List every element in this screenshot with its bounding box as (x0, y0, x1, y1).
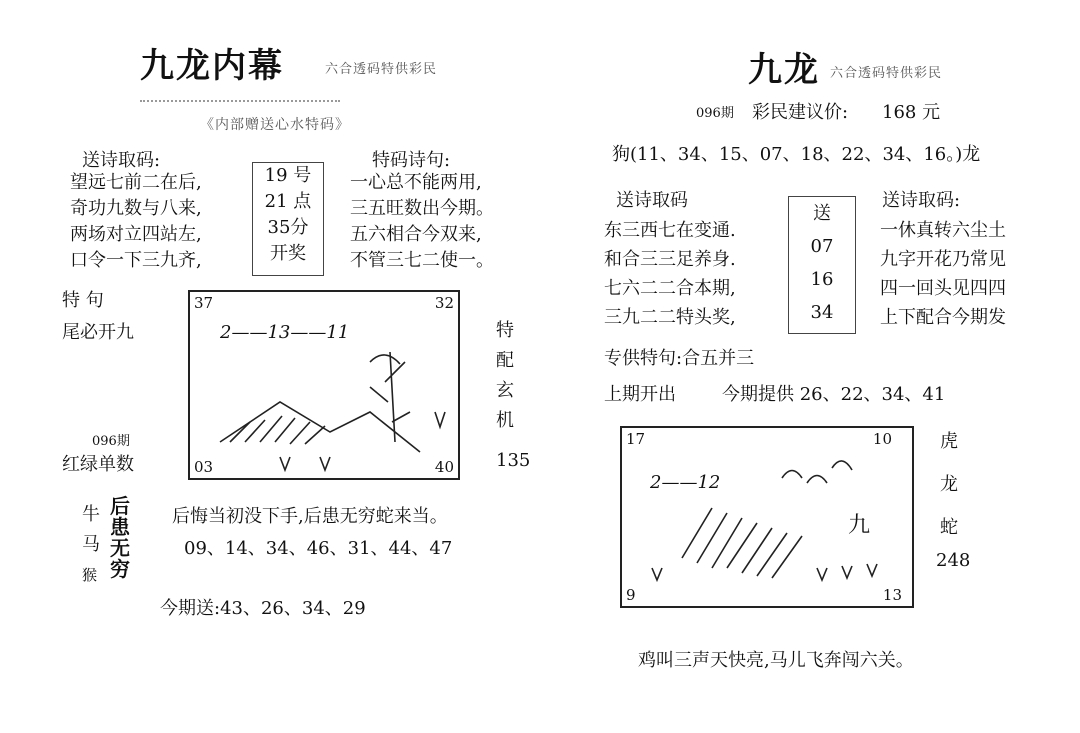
left-poem-line: 奇功九数与八来, (70, 198, 202, 219)
right-corner-tl: 17 (626, 430, 646, 448)
left-corner-br: 40 (434, 458, 454, 476)
right-hint-picture (620, 426, 914, 608)
right-side-number: 248 (936, 550, 971, 571)
left-tema-line: 不管三七二使一。 (350, 250, 494, 271)
left-tema-line: 五六相合今双来, (350, 224, 482, 245)
right-right-lines (880, 216, 1006, 332)
left-tema-line: 三五旺数出今期。 (350, 198, 494, 219)
left-teju-text: 尾必开九 (62, 322, 134, 343)
right-price: 168 元 (882, 102, 941, 123)
left-box-line: 19 号 (264, 165, 312, 186)
right-picture-char: 九 (848, 513, 871, 538)
right-corner-bl: 9 (626, 586, 636, 604)
right-bottom-saying: 鸡叫三声天快亮,马儿飞奔闯六关。 (638, 650, 914, 671)
right-picture-writing: 2——12 (650, 472, 721, 493)
right-left-line: 东三西七在变通. (604, 220, 736, 241)
left-corner-tl: 37 (194, 294, 214, 312)
left-red-green: 红绿单数 (62, 454, 134, 475)
left-banner: 《内部赠送心水特码》 (200, 117, 350, 133)
right-box-line: 16 (810, 269, 834, 290)
right-left-line: 三九二二特头奖, (604, 307, 736, 328)
right-right-line: 九字开花乃常见 (880, 249, 1006, 270)
grass-strokes (280, 412, 445, 470)
left-teju-label: 特 句 (62, 290, 104, 311)
big-char: 穷 (110, 557, 130, 581)
left-issue: 096期 (92, 434, 130, 449)
right-provide: 今期提供 26、22、34、41 (722, 384, 946, 405)
right-right-line: 上下配合今期发 (880, 307, 1006, 328)
left-poem-lines (70, 170, 202, 274)
left-dotted-rule (140, 100, 340, 102)
big-char: 无 (110, 536, 130, 560)
vert-char: 特 (496, 320, 514, 341)
left-box-line: 开奖 (270, 243, 306, 264)
left-tema-lines (350, 170, 494, 274)
left-box-line: 35分 (267, 217, 309, 238)
right-left-lines (604, 216, 736, 332)
right-box-line: 送 (813, 203, 831, 224)
right-left-line: 七六二二合本期, (604, 278, 736, 299)
right-left-line: 和合三三足养身. (604, 249, 736, 270)
left-picture-drawing (190, 292, 458, 478)
left-corner-tr: 32 (434, 294, 454, 312)
right-poem-header-left: 送诗取码 (616, 190, 688, 211)
left-poem-line: 望远七前二在后, (70, 172, 202, 193)
right-subtitle: 六合透码特供彩民 (830, 66, 943, 81)
left-today: 今期送:43、26、34、29 (160, 598, 366, 619)
left-corner-bl: 03 (194, 458, 214, 476)
left-saying: 后悔当初没下手,后患无穷蛇来当。 (172, 506, 448, 527)
vert-char: 机 (496, 410, 514, 431)
side-char: 蛇 (940, 517, 958, 538)
right-corner-br: 13 (882, 586, 902, 604)
left-big-vert (110, 496, 130, 580)
right-side-vert (940, 420, 958, 549)
left-tema-line: 一心总不能两用, (350, 172, 482, 193)
right-poem-header-right: 送诗取码: (882, 190, 961, 211)
mountain-stroke (220, 402, 420, 452)
vert-char: 配 (496, 350, 514, 371)
left-poem-header: 送诗取码: (82, 150, 161, 171)
left-special-vert (496, 316, 514, 436)
left-hint-picture (188, 290, 460, 480)
tree-top (370, 355, 400, 364)
left-animals (82, 500, 100, 590)
right-title: 九龙 (748, 50, 820, 90)
right-last-label: 上期开出 (604, 384, 676, 405)
right-dog-line: 狗(11、34、15、07、18、22、34、16。)龙 (612, 144, 981, 165)
side-char: 龙 (940, 474, 958, 495)
rain-strokes (682, 508, 802, 578)
right-send-box (788, 196, 856, 334)
right-box-line: 07 (810, 236, 834, 257)
left-title: 九龙内幕 (140, 46, 284, 86)
left-subtitle: 六合透码特供彩民 (325, 62, 438, 77)
big-char: 后 (110, 494, 130, 518)
right-issue: 096期 (696, 106, 734, 121)
right-right-line: 四一回头见四四 (880, 278, 1006, 299)
big-char: 患 (110, 515, 130, 539)
left-time-box (252, 162, 324, 276)
left-box-line: 21 点 (264, 191, 312, 212)
animal: 马 (82, 534, 100, 555)
left-tema-header: 特码诗句: (372, 150, 451, 171)
right-right-line: 一休真转六尘土 (880, 220, 1006, 241)
animal: 猴 (82, 566, 98, 584)
left-picture-writing: 2——13——11 (220, 322, 350, 343)
right-box-line: 34 (810, 302, 834, 323)
right-special: 专供特句:合五并三 (604, 348, 755, 369)
right-price-label: 彩民建议价: (752, 102, 849, 123)
left-numbers: 09、14、34、46、31、44、47 (184, 538, 453, 559)
left-poem-line: 两场对立四站左, (70, 224, 202, 245)
wave-strokes (782, 461, 852, 483)
side-char: 虎 (940, 431, 958, 452)
left-poem-line: 口令一下三九齐, (70, 250, 202, 271)
right-corner-tr: 10 (872, 430, 892, 448)
animal: 牛 (82, 504, 100, 525)
vert-char: 玄 (496, 380, 514, 401)
left-special-number: 135 (496, 450, 531, 471)
